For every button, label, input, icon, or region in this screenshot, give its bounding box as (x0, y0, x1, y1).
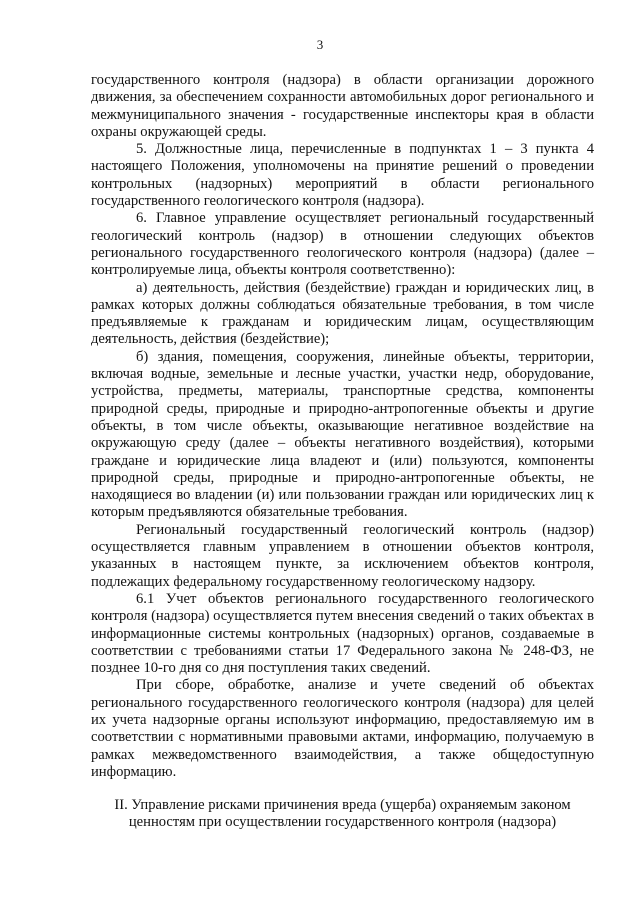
document-body (91, 72, 594, 781)
paragraph-6-a: а) деятельность, действия (бездействие) граждан и юридических лиц, в рамках которых должны соблюдаться обязательные требования, в том числе предъявляемые к гражданам и юридическим лицам, осуществляющим деятельность, действия (бездействие); (91, 279, 594, 348)
paragraph-6: 6. Главное управление осуществляет региональный государственный геологический контроль (надзор) в отношении следующих объектов регионального государственного геологического контроля (надзора) (далее – контролируемые лица, объекты контроля соответственно): (91, 210, 594, 279)
paragraph-6-1: 6.1 Учет объектов регионального государственного геологического контроля (надзора) осуществляется путем внесения сведений о таких объектах в информационные системы контрольных (надзорных) органов, создаваемые в соответствии с требованиями статьи 17 Федерального закона № 248-ФЗ, не позднее 10-го дня со дня поступления таких сведений. (91, 590, 594, 677)
paragraph-data-collection: При сборе, обработке, анализе и учете сведений об объектах регионального государственного геологического контроля (надзора) для целей их учета надзорные органы используют информацию, предоставляемую им в соответствии с нормативными правовыми актами, информацию, получаемую в рамках межведомственного взаимодействия, а также общедоступную информацию. (91, 677, 594, 780)
paragraph-5: 5. Должностные лица, перечисленные в подпунктах 1 – 3 пункта 4 настоящего Положения, уполномочены на принятие решений о проведении контрольных (надзорных) мероприятий в области регионального государственного геологического контроля (надзора). (91, 141, 594, 210)
section-heading-line-1: II. Управление рисками причинения вреда (ущерба) охраняемым законом (114, 797, 571, 813)
paragraph-regional-control: Региональный государственный геологический контроль (надзор) осуществляется главным управлением в отношении объектов контроля, указанных в настоящем пункте, за исключением объектов контроля, подлежащих федеральному государственному геологическому надзору. (91, 521, 594, 590)
paragraph-continuation: государственного контроля (надзора) в области организации дорожного движения, за обеспечением сохранности автомобильных дорог регионального и межмуниципального значения - государственные инспекторы края в области охраны окружающей среды. (91, 72, 594, 140)
section-heading-line-2: ценностям при осуществлении государственного контроля (надзора) (128, 814, 557, 831)
page-number: 3 (316, 37, 324, 52)
paragraph-6-b: б) здания, помещения, сооружения, линейные объекты, территории, включая водные, земельные и лесные участки, участки недр, оборудование, устройства, предметы, материалы, транспортные средства, компоненты природной среды, природные и природно-антропогенные объекты и другие объекты, в том числе объекты, оказывающие негативное воздействие на окружающую среду (далее – объекты негативного воздействия), которыми граждане и юридические лица владеют и (или) пользуются, компоненты природной среды, природные и природно-антропогенные объекты, не находящиеся во владении (и) или пользовании граждан или юридических лиц к которым предъявляются обязательные требования. (91, 348, 594, 521)
section-heading (91, 797, 594, 832)
